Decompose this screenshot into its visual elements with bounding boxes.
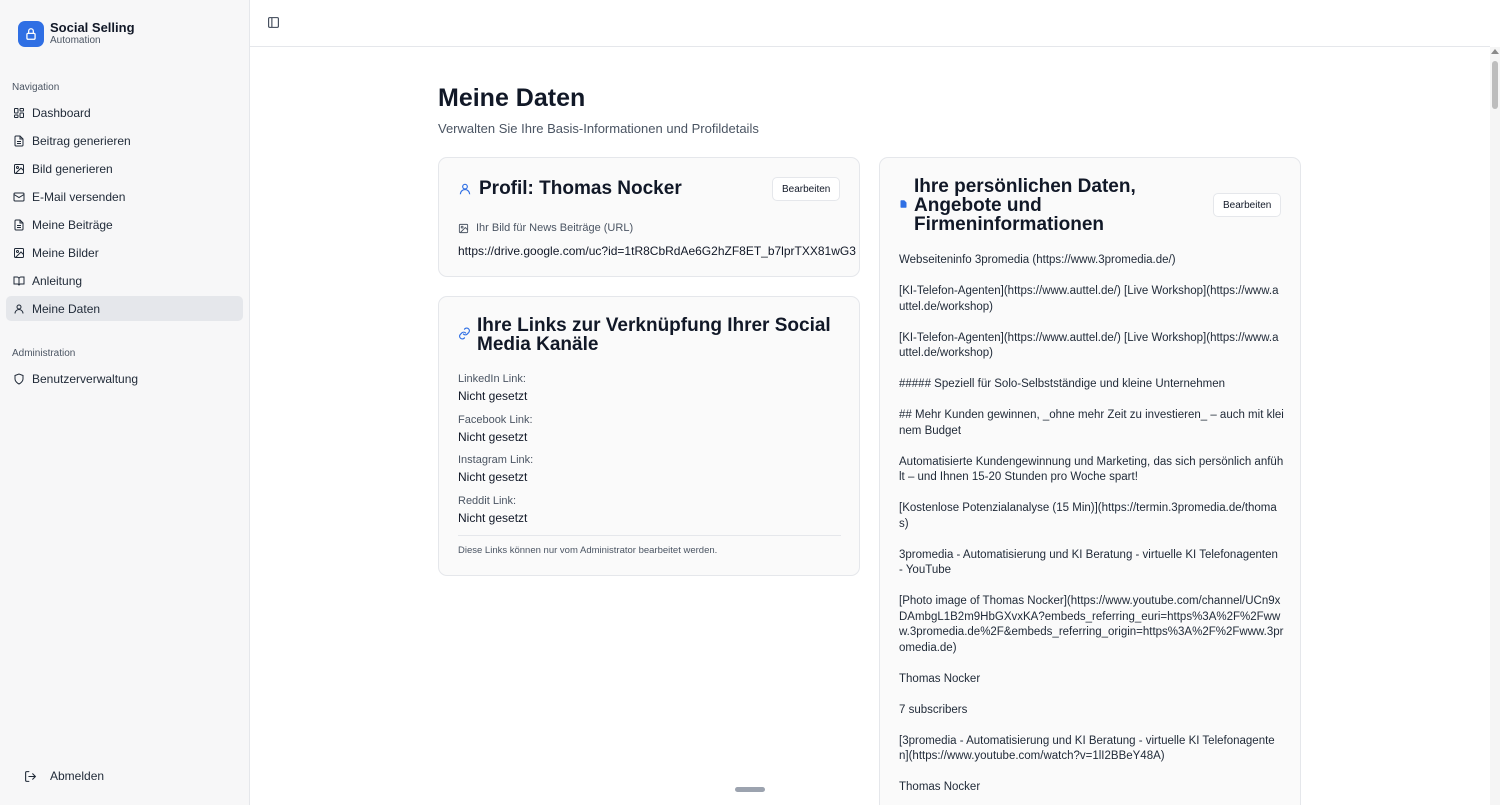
link-icon (458, 327, 471, 340)
info-paragraph: [KI-Telefon-Agenten](https://www.auttel.de/) [Live Workshop](https://www.auttel.de/workshop) (899, 331, 1279, 359)
image-icon (458, 223, 469, 234)
facebook-value: Nicht gesetzt (458, 430, 528, 444)
sidebar-item-label: Dashboard (32, 105, 91, 120)
info-paragraph: ## Mehr Kunden gewinnen, _ohne mehr Zeit zu investieren_ – auch mit kleinem Budget (899, 409, 1284, 437)
edit-info-button[interactable]: Bearbeiten (1213, 193, 1281, 217)
sidebar-item-email-versenden[interactable] (6, 184, 243, 209)
image-url-label-text: Ihr Bild für News Beiträge (URL) (476, 222, 634, 234)
info-paragraph: Thomas Nocker (899, 781, 981, 793)
info-paragraph: 3promedia - Automatisierung und KI Beratung - virtuelle KI Telefonagenten - YouTube (899, 548, 1278, 576)
image-url-label (458, 222, 633, 234)
info-paragraph: [Kostenlose Potenzialanalyse (15 Min)](https://termin.3promedia.de/thomas) (899, 502, 1277, 530)
profile-title-text: Profil: Thomas Nocker (479, 178, 682, 199)
info-paragraph: Webseiteninfo 3promedia (https://www.3promedia.de/) (899, 254, 1176, 266)
info-paragraph: [KI-Telefon-Agenten](https://www.auttel.de/) [Live Workshop](https://www.auttel.de/workshop) (899, 285, 1279, 313)
sidebar-item-benutzerverwaltung[interactable] (6, 366, 243, 391)
scrollbar[interactable] (1490, 47, 1500, 805)
profile-card (438, 157, 860, 277)
instagram-label: Instagram Link: (458, 454, 534, 466)
book-icon (13, 275, 25, 287)
sidebar (0, 0, 250, 805)
sidebar-item-beitrag-generieren[interactable] (6, 128, 243, 153)
drag-handle[interactable] (735, 787, 765, 792)
edit-profile-button[interactable]: Bearbeiten (772, 177, 840, 201)
shield-icon (13, 373, 25, 385)
logout-label: Abmelden (50, 769, 105, 783)
sidebar-item-dashboard[interactable] (6, 100, 243, 125)
sidebar-item-label: Meine Daten (32, 301, 101, 316)
info-paragraph: Thomas Nocker (899, 672, 981, 685)
info-content (899, 253, 1284, 805)
info-paragraph: [3promedia - Automatisierung und KI Beratung - virtuelle KI Telefonagenten](https://www.youtube.com/watch?v=1lI2BBeY48A) (899, 734, 1275, 762)
image-icon (13, 247, 25, 259)
sidebar-item-meine-daten[interactable] (6, 296, 243, 321)
topbar (250, 0, 1490, 47)
brand[interactable] (18, 20, 135, 47)
sidebar-item-label: Meine Bilder (32, 245, 99, 260)
brand-title: Social Selling (50, 20, 135, 35)
sidebar-item-label: Bild generieren (32, 161, 113, 176)
sidebar-item-meine-bilder[interactable] (6, 240, 243, 265)
info-paragraph: ##### Speziell für Solo-Selbstständige und kleine Unternehmen (899, 378, 1226, 390)
reddit-label: Reddit Link: (458, 495, 517, 507)
sidebar-item-label: Beitrag generieren (32, 133, 131, 148)
user-icon (458, 182, 472, 196)
info-paragraph: Automatisierte Kundengewinnung und Marketing, das sich persönlich anfühlt – und Ihnen 15-20 Stunden pro Woche spart! (899, 455, 1284, 483)
links-card (438, 296, 860, 576)
admin-heading: Administration (12, 348, 76, 359)
sidebar-item-bild-generieren[interactable] (6, 156, 243, 181)
reddit-value: Nicht gesetzt (458, 511, 528, 525)
nav-heading: Navigation (12, 82, 60, 93)
profile-card-title (458, 179, 682, 198)
links-card-title (458, 316, 838, 354)
image-url-value: https://drive.google.com/uc?id=1tR8CbRdAe6G2hZF8ET_b7lprTXX81wG3 (458, 244, 856, 258)
sidebar-item-label: E-Mail versenden (32, 189, 126, 204)
links-note: Diese Links können nur vom Administrator bearbeitet werden. (458, 545, 718, 556)
facebook-label: Facebook Link: (458, 414, 533, 426)
sidebar-item-meine-beitraege[interactable] (6, 212, 243, 237)
document-icon (13, 135, 25, 147)
instagram-value: Nicht gesetzt (458, 470, 528, 484)
linkedin-value: Nicht gesetzt (458, 389, 528, 403)
lock-icon (18, 21, 44, 47)
brand-subtitle: Automation (50, 35, 101, 46)
page-title: Meine Daten (438, 84, 586, 112)
links-title-text: Ihre Links zur Verknüpfung Ihrer Social Media Kanäle (477, 315, 831, 355)
document-icon (899, 199, 908, 209)
scroll-thumb[interactable] (1492, 61, 1498, 109)
sidebar-item-label: Meine Beiträge (32, 217, 113, 232)
scroll-up-icon[interactable] (1491, 49, 1499, 54)
mail-icon (13, 191, 25, 203)
info-paragraph: [Photo image of Thomas Nocker](https://www.youtube.com/channel/UCn9xDAmbgL1B2m9HbGXvxKA?embeds_referring_euri=https%3A%2F%2Fwww.3promedia.de%2F&embeds_referring_origin=https%3A%2F%2Fwww.3promedia.de) (899, 595, 1284, 654)
info-paragraph: 7 subscribers (899, 703, 968, 716)
linkedin-label: LinkedIn Link: (458, 373, 526, 385)
dashboard-icon (13, 107, 25, 119)
image-icon (13, 163, 25, 175)
nav-list (6, 100, 243, 324)
sidebar-item-label: Anleitung (32, 273, 83, 288)
page-subtitle: Verwalten Sie Ihre Basis-Informationen und Profildetails (438, 121, 759, 136)
sidebar-item-anleitung[interactable] (6, 268, 243, 293)
info-card-title: Ihre persönlichen Daten, Angebote und Firmeninformationen (914, 176, 1136, 235)
admin-list (6, 366, 243, 394)
document-icon (13, 219, 25, 231)
user-icon (13, 303, 25, 315)
logout-button[interactable] (24, 769, 104, 783)
sidebar-item-label: Benutzerverwaltung (32, 371, 139, 386)
info-card (879, 157, 1301, 805)
sidebar-toggle-icon[interactable] (267, 16, 281, 30)
logout-icon (24, 770, 37, 783)
divider (458, 535, 841, 536)
